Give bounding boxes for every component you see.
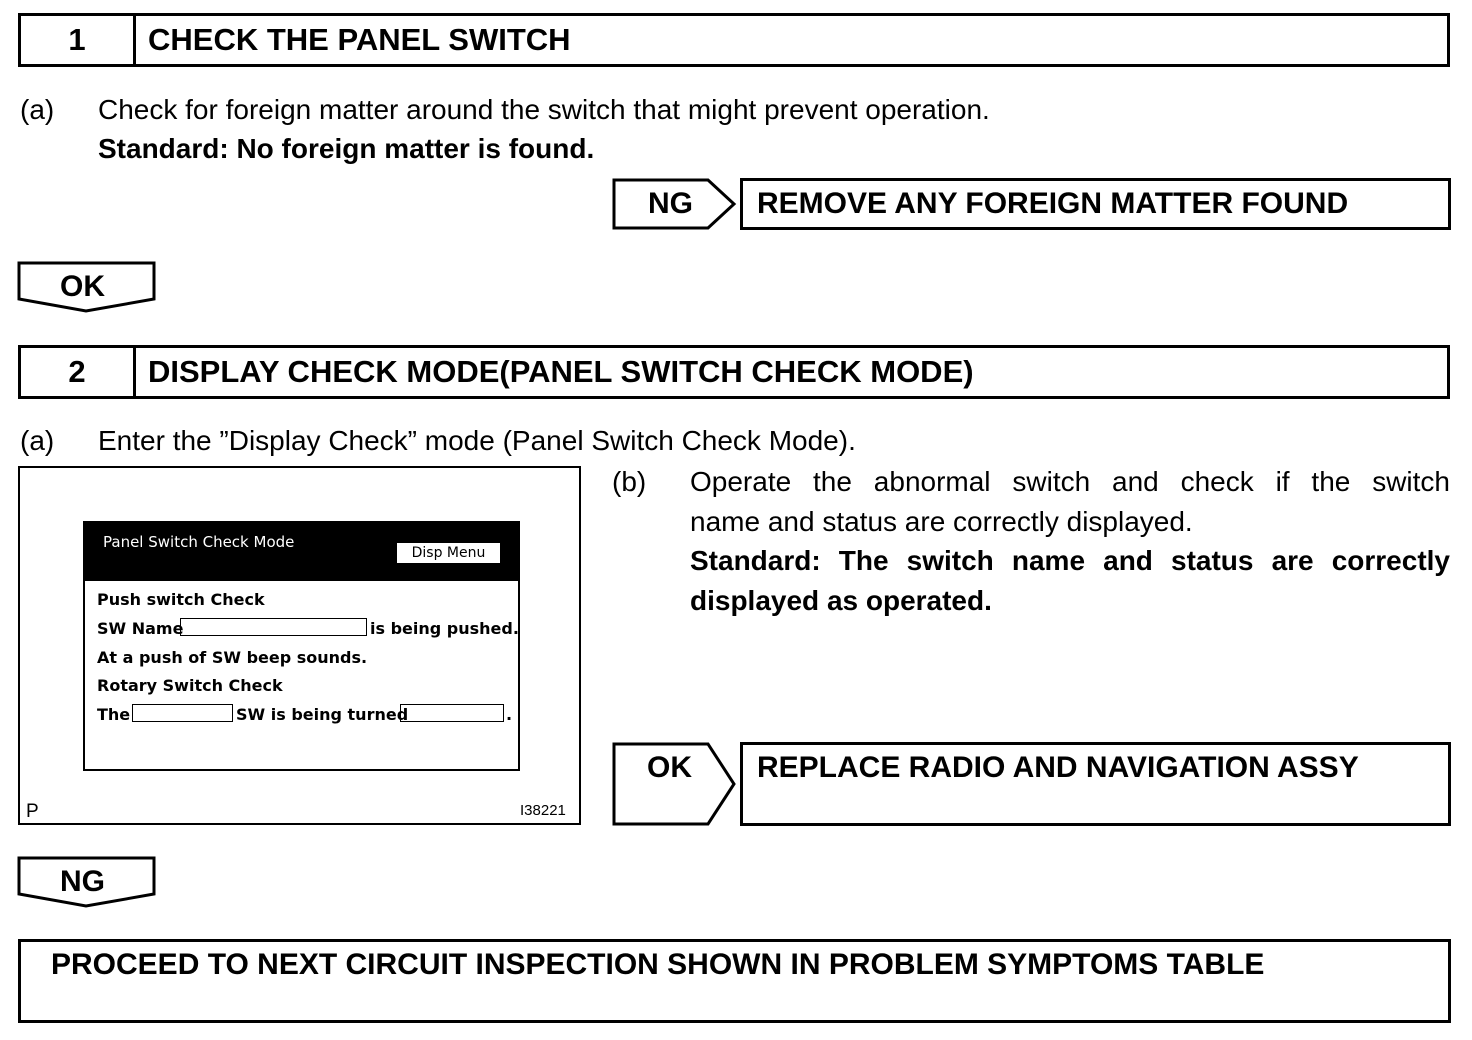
rotary-sw-field [132,704,233,722]
beep-sounds-label: At a push of SW beep sounds. [97,648,368,667]
push-switch-check-label: Push switch Check [97,590,265,609]
figure-id: I38221 [520,802,566,819]
disp-menu-button[interactable]: Disp Menu [397,543,500,563]
screen-display [83,521,520,771]
step-2-b-text-2: name and status are correctly displayed. [690,506,1193,537]
step-2-number: 2 [21,348,136,396]
sw-name-field [180,618,367,636]
screen-title-bar [85,523,518,581]
step-1-ng-result: REMOVE ANY FOREIGN MATTER FOUND [740,178,1451,230]
step-2-a-text: Enter the ”Display Check” mode (Panel Switch Check Mode). [98,425,856,456]
step-2-title: DISPLAY CHECK MODE(PANEL SWITCH CHECK MODE) [148,354,974,389]
step-2-ok-tag: OK [647,751,692,784]
step-1-a-text: Check for foreign matter around the switch that might prevent operation. [98,94,990,125]
is-being-pushed-label: is being pushed. [370,619,519,638]
step-1-standard: Standard: No foreign matter is found. [98,133,595,164]
step-1-title: CHECK THE PANEL SWITCH [148,22,571,57]
screen-figure [18,466,581,825]
step-1-a-label: (a) [20,94,55,125]
step-2-header [18,345,1450,399]
sw-name-label: SW Name [97,619,184,638]
step-2-standard-2: displayed as operated. [690,585,992,616]
step-1-ng-tag: NG [648,187,693,220]
step-1-ok-tag: OK [60,270,105,303]
step-1-number: 1 [21,16,136,64]
step-2-b-label: (b) [612,466,647,497]
figure-corner-label: P [26,801,39,822]
period-label: . [506,705,513,724]
step-2-standard-1: Standard: The switch name and status are correctly [690,545,1450,576]
final-result-box: PROCEED TO NEXT CIRCUIT INSPECTION SHOWN IN PROBLEM SYMPTOMS TABLE [18,939,1451,1023]
sw-being-turned-label: SW is being turned [236,705,409,724]
the-label: The [97,705,131,724]
rotary-direction-field [400,704,504,722]
step-2-a-label: (a) [20,425,55,456]
step-2-b-text-1: Operate the abnormal switch and check if the switch [690,466,1450,497]
step-2-ng-tag: NG [60,865,105,898]
step-1-header [18,13,1450,67]
rotary-switch-check-label: Rotary Switch Check [97,676,283,695]
step-2-ok-result: REPLACE RADIO AND NAVIGATION ASSY [740,742,1451,826]
screen-title: Panel Switch Check Mode [103,533,295,551]
